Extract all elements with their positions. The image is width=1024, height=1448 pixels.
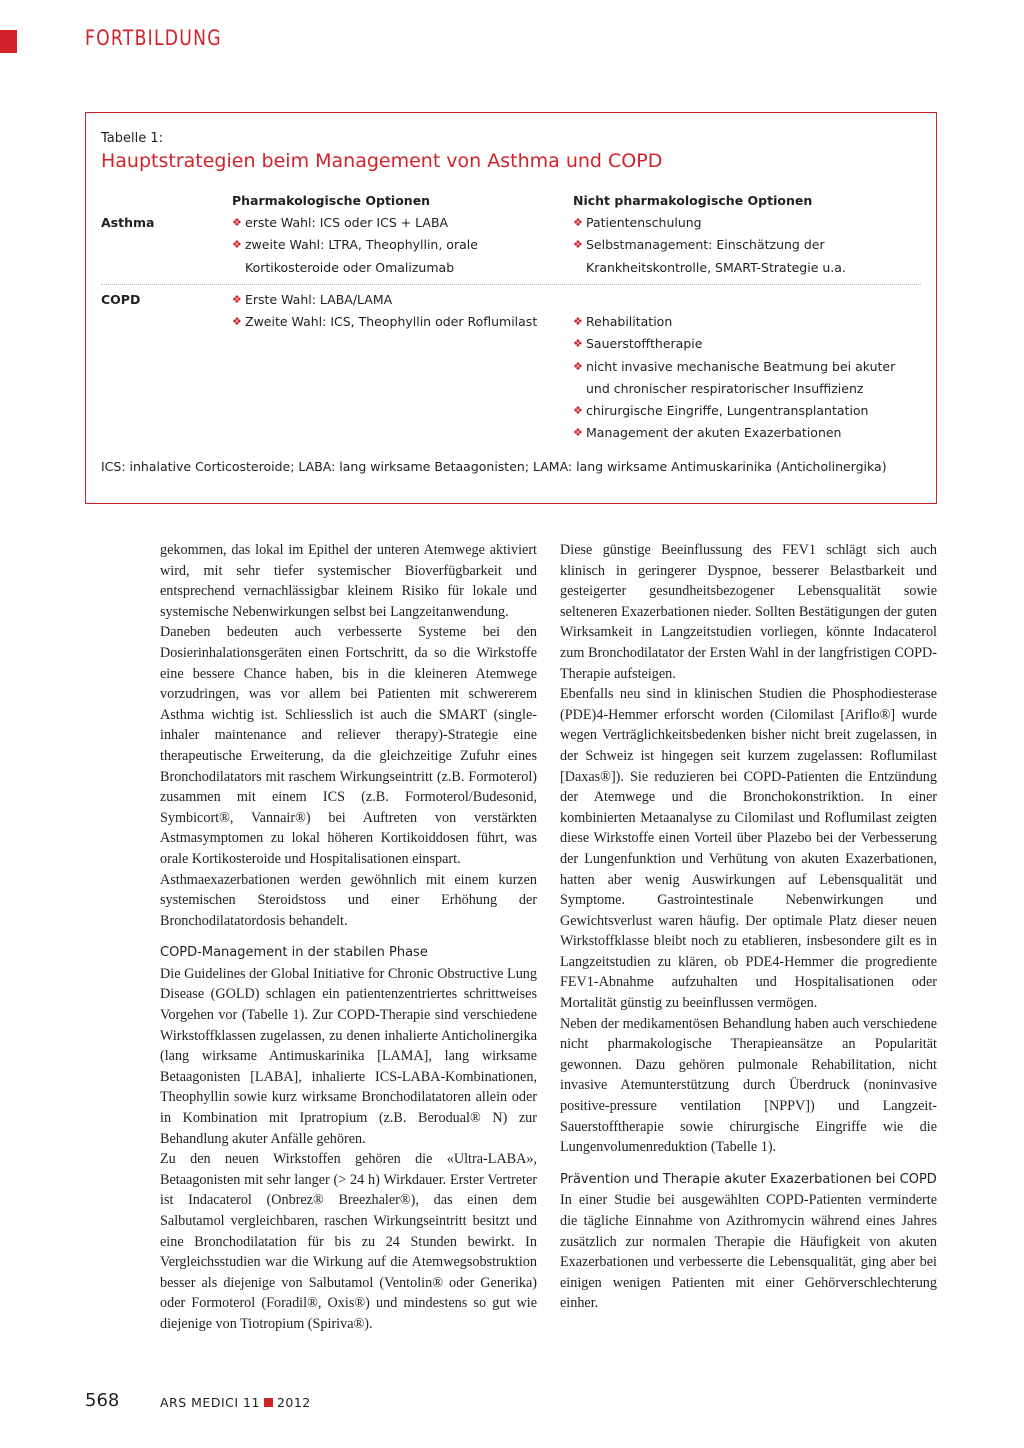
left-column xyxy=(160,540,537,1335)
square-separator-icon xyxy=(264,1398,273,1407)
list-item: ❖ zweite Wahl: LTRA, Theophyllin, orale xyxy=(232,234,478,256)
paragraph: Diese günstige Beeinflussung des FEV1 schlägt sich auch klinisch in geringerer Dyspnoe, besserer Belastbarkeit und gesteigerter gesundheitsbezogener Lebensqualität sowie selteneren Exazerbationen nieder. Sollten Bestätigungen der guten Wirksamkeit in Langzeitstudien vorliegen, könnte Indacaterol zum Bronchodilatator der Ersten Wahl in der langfristigen COPD-Therapie aufsteigen. xyxy=(560,542,937,682)
list-item: Kortikosteroide oder Omalizumab xyxy=(245,259,455,275)
diamond-bullet-icon: ❖ xyxy=(573,337,583,351)
row-divider xyxy=(101,284,921,285)
paragraph: In einer Studie bei ausgewählten COPD-Patienten verminderte die tägliche Einnahme von Azithromycin während eines Jahres zusätzlich zur normalen Therapie die Häufigkeit von akuten Exazerbationen und verbesserte die Lebensqualität, ging aber bei einigen wenigen Patienten mit einer Gehörverschlechterung einher. xyxy=(560,1192,937,1312)
paragraph: Neben der medikamentösen Behandlung haben auch verschiedene nicht pharmakologische Therapieansätze an Popularität gewonnen. Dazu gehören pulmonale Rehabilitation, nicht invasive Atemunterstützung durch Überdruck (noninvasive positive-pressure ventilation [NPPV]) und Langzeit-Sauerstofftherapie sowie chirurgische Eingriffe wie die Lungenvolumenreduktion (Tabelle 1). xyxy=(560,1015,937,1156)
section-color-bar xyxy=(0,30,17,53)
journal-year: 2012 xyxy=(276,1395,311,1410)
right-column xyxy=(560,540,937,1314)
list-item: ❖ Management der akuten Exazerbationen xyxy=(573,422,895,444)
section-heading: COPD-Management in der stabilen Phase xyxy=(160,945,428,961)
section-heading: Prävention und Therapie akuter Exazerbationen bei COPD xyxy=(560,1171,937,1187)
diamond-bullet-icon: ❖ xyxy=(573,426,583,440)
paragraph: Ebenfalls neu sind in klinischen Studien die Phosphodiesterase (PDE)4-Hemmer erforscht worden (Cilomilast [Ariflo®] wurde wegen Verträglichkeitsbedenken bisher nicht breit zugelassen, in der Schweiz ist hingegen seit kurzem zugelassen: Roflumilast [Daxas®]). Sie reduzieren bei COPD-Patienten die Entzündung der Atemwege und die Bronchokonstriktion. In einer kombinierten Metaanalyse zu Cilomilast und Roflumilast zeigten diese Wirkstoffe einen Vorteil über Plazebo bei der Verbesserung der Lungenfunktion und Verhütung von akuten Exazerbationen, hatten aber wenig Auswirkungen auf Lebensqualität und Symptome. Gastrointestinale Nebenwirkungen und Gewichtsverlust waren häufig. Der optimale Platz dieser neuen Wirkstoffklasse bleibt noch zu etablieren, insbesondere gilt es in Langzeitstudien zu klären, ob PDE4-Hemmer die progrediente FEV1-Abnahme aufzuhalten und Hospitalisationen oder Mortalität günstig zu beeinflussen vermögen. xyxy=(560,686,937,1012)
row-label-copd: COPD xyxy=(101,292,141,307)
list-item: ❖ Sauerstofftherapie xyxy=(573,333,895,355)
journal-name: ARS MEDICI 11 xyxy=(160,1395,260,1410)
paragraph: Die Guidelines der Global Initiative for Chronic Obstructive Lung Disease (GOLD) schlagen ein patientenzentriertes schrittweises Vorgehen vor (Tabelle 1). Zur COPD-Therapie sind verschiedene Wirkstoffklassen zugelassen, zu denen inhalierte Anticholinergika (lang wirksame Antimuskarinika [LAMA], lang wirksame Betaagonisten [LABA], inhalierte ICS-LABA-Kombinationen, Theophyllin sowie kurz wirksame Bronchodilatatoren allein oder in Kombination mit Ipratropium (z.B. Berodual® N) zur Behandlung akuter Anfälle gehören. xyxy=(160,965,537,1147)
paragraph: Asthmaexazerbationen werden gewöhnlich mit einem kurzen systemischen Steroidstoss und einer Erhöhung der Bronchodilatatordosis behandelt. xyxy=(160,871,537,929)
copd-pharma-list xyxy=(232,289,537,334)
table-label: Tabelle 1: xyxy=(101,131,164,146)
list-item: ❖ Zweite Wahl: ICS, Theophyllin oder Roflumilast xyxy=(232,311,537,333)
diamond-bullet-icon: ❖ xyxy=(232,315,242,329)
paragraph: Zu den neuen Wirkstoffen gehören die «Ultra-LABA», Betaagonisten mit sehr langer (> 24 h) Wirkdauer. Erster Vertreter ist Indacaterol (Onbrez® Breezhaler®), das einen dem Salbutamol vergleichbaren, raschen Wirkungseintritt besitzt und eine Bronchodilatation für bis zu 24 Stunden bewirkt. In Vergleichsstudien war die Wirkung auf die Atemwegsobstruktion besser als diejenige von Salbutamol (Ventolin® oder Generika) oder Formoterol (Foradil®, Oxis®) und mindestens so gut wie diejenige von Tiotropium (Spiriva®). xyxy=(160,1151,537,1332)
row-label-asthma: Asthma xyxy=(101,215,155,230)
table-title: Hauptstrategien beim Management von Asthma und COPD xyxy=(101,150,663,172)
diamond-bullet-icon: ❖ xyxy=(573,216,583,229)
table-footnote: ICS: inhalative Corticosteroide; LABA: lang wirksame Betaagonisten; LAMA: lang wirksame Antimuskarinika (Anticholinergika) xyxy=(101,459,887,474)
list-item: ❖ chirurgische Eingriffe, Lungentransplantation xyxy=(573,400,895,422)
diamond-bullet-icon: ❖ xyxy=(573,238,583,252)
table-1 xyxy=(85,112,937,504)
list-item: ❖ Rehabilitation xyxy=(573,311,895,333)
section-label: FORTBILDUNG xyxy=(85,26,222,50)
list-item: und chronischer respiratorischer Insuffizienz xyxy=(586,380,864,396)
diamond-bullet-icon: ❖ xyxy=(573,404,583,418)
list-item: ❖ Selbstmanagement: Einschätzung der xyxy=(573,234,846,256)
page-number: 568 xyxy=(85,1390,120,1411)
asthma-nonpharma-list xyxy=(573,212,846,279)
diamond-bullet-icon: ❖ xyxy=(573,359,583,373)
diamond-bullet-icon: ❖ xyxy=(573,315,583,328)
col-head-pharma: Pharmakologische Optionen xyxy=(232,193,431,208)
diamond-bullet-icon: ❖ xyxy=(232,216,242,229)
journal-footer xyxy=(160,1395,311,1410)
diamond-bullet-icon: ❖ xyxy=(232,238,242,252)
diamond-bullet-icon: ❖ xyxy=(232,293,242,306)
list-item: ❖ erste Wahl: ICS oder ICS + LABA xyxy=(232,212,478,234)
paragraph: gekommen, das lokal im Epithel der unteren Atemwege aktiviert wird, mit sehr tiefer systemischer Bioverfügbarkeit und entsprechend vernachlässigbar kleinem Risiko für lokale und systemische Nebenwirkungen selbst bei Langzeitanwendung. xyxy=(160,542,537,620)
list-item: Krankheitskontrolle, SMART-Strategie u.a. xyxy=(586,259,846,275)
asthma-pharma-list xyxy=(232,212,478,279)
list-item: ❖ Patientenschulung xyxy=(573,212,846,234)
paragraph: Daneben bedeuten auch verbesserte Systeme bei den Dosierinhalationsgeräten einen Fortschritt, da so die Wirkstoffe eine bessere Chance haben, bis in die kleineren Atemwege vorzudringen, was vor allem bei Patienten mit schwererem Asthma wichtig ist. Schliesslich ist auch die SMART (single-inhaler maintenance and reliever therapy)-Strategie eine therapeutische Erweiterung, da die gleichzeitige Zufuhr eines Bronchodilatators mit raschem Wirkungseintritt (z.B. Formoterol) zusammen mit einem ICS (z.B. Formoterol/Budesonid, Symbicort®, Vannair®) bei Auftreten von verstärkten Astmasymptomen zu lokal höheren Kortikoiddosen führt, was orale Kortikosteroide und Hospitalisationen einspart. xyxy=(160,624,537,867)
list-item: ❖ Erste Wahl: LABA/LAMA xyxy=(232,289,537,311)
list-item: ❖ nicht invasive mechanische Beatmung bei akuter xyxy=(573,356,895,378)
copd-nonpharma-list xyxy=(573,311,895,445)
col-head-nonpharma: Nicht pharmakologische Optionen xyxy=(573,193,813,208)
